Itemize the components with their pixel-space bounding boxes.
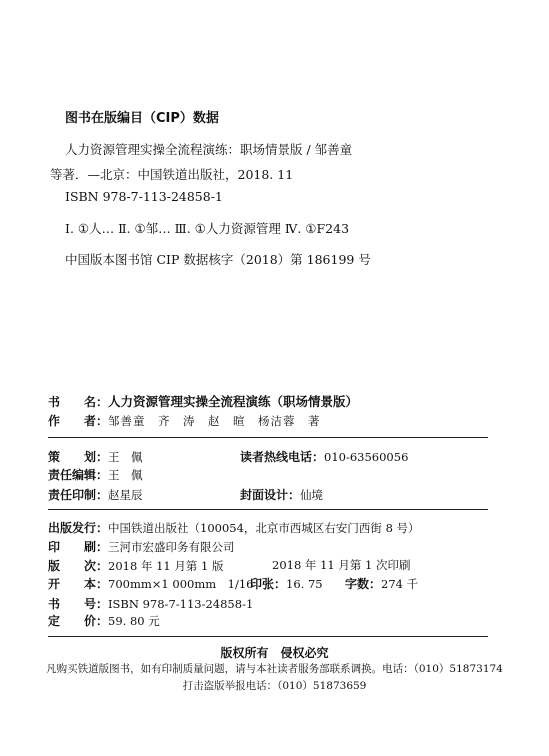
issuer-row [48, 519, 420, 536]
impression-row [272, 557, 411, 573]
editor-row [48, 466, 143, 483]
words-row [345, 575, 418, 592]
sheets-label: 印张： [250, 577, 287, 591]
planner-label: 策 划： [48, 450, 109, 464]
cip-line-5: 中国版本图书馆 CIP 数据核字（2018）第 186199 号 [65, 252, 371, 267]
cip-line-2: 等著．—北京：中国铁道出版社，2018. 11 [50, 167, 294, 182]
sheets-value: 16. 75 [286, 577, 323, 591]
cover-value: 仙境 [300, 488, 324, 502]
author-label: 作 者： [48, 414, 109, 428]
sheets-row [250, 575, 323, 592]
words-label: 字数： [345, 577, 382, 591]
words-value: 274 千 [381, 577, 419, 591]
printer-row [48, 486, 143, 503]
hotline-value: 010-63560056 [324, 450, 409, 464]
editor-label: 责任编辑： [48, 468, 109, 482]
print-label: 印 刷： [48, 540, 109, 554]
cip-line-3: ISBN 978-7-113-24858-1 [65, 189, 223, 204]
piracy-hotline: 打击盗版举报电话：（010）51873659 [182, 680, 367, 692]
edition-value: 2018 年 11 月第 1 版 [108, 559, 224, 573]
price-row [48, 612, 160, 629]
planner-row [48, 448, 143, 465]
isbn-value: ISBN 978-7-113-24858-1 [108, 597, 254, 611]
format-label: 开 本： [48, 577, 109, 591]
edition-row [48, 557, 224, 574]
price-value: 59. 80 元 [108, 614, 160, 628]
isbn-label: 书 号： [48, 597, 109, 611]
book-name-row [48, 392, 358, 410]
cip-line-1: 人力资源管理实操全流程演练：职场情景版 / 邹善童 [65, 142, 353, 157]
impression-value: 2018 年 11 月第 1 次印刷 [272, 558, 411, 572]
quality-notice: 凡购买铁道版图书，如有印制质量问题，请与本社读者服务部联系调换。电话：（010）51873174 [46, 663, 503, 675]
book-name-value: 人力资源管理实操全流程演练（职场情景版） [108, 394, 359, 409]
cip-title: 图书在版编目（CIP）数据 [65, 111, 219, 126]
cover-row [240, 486, 323, 503]
author-row [48, 412, 321, 429]
rights-notice: 版权所有 侵权必究 [220, 646, 329, 660]
divider-1 [48, 437, 488, 438]
issuer-value: 中国铁道出版社（100054，北京市西城区右安门西街 8 号） [108, 521, 420, 535]
cip-line-4: Ⅰ. ①人… Ⅱ. ①邹… Ⅲ. ①人力资源管理 Ⅳ. ①F243 [65, 221, 350, 236]
planner-value: 王 佩 [108, 450, 143, 464]
cover-label: 封面设计： [240, 488, 301, 502]
editor-value: 王 佩 [108, 468, 143, 482]
issuer-label: 出版发行： [48, 521, 109, 535]
hotline-row [240, 448, 408, 465]
divider-3 [48, 636, 488, 637]
isbn-row [48, 595, 253, 612]
book-name-label: 书 名： [48, 395, 109, 409]
format-value: 700mm×1 000mm 1/16 [108, 577, 254, 591]
printer-value: 赵星辰 [108, 488, 143, 502]
price-label: 定 价： [48, 614, 109, 628]
format-row [48, 575, 253, 592]
author-value: 邹善童 齐 涛 赵 暄 杨洁蓉 著 [108, 414, 321, 428]
hotline-label: 读者热线电话： [240, 450, 325, 464]
divider-2 [48, 509, 488, 510]
print-row [48, 538, 235, 555]
edition-label: 版 次： [48, 559, 109, 573]
printer-label: 责任印制： [48, 488, 109, 502]
print-value: 三河市宏盛印务有限公司 [108, 540, 235, 554]
